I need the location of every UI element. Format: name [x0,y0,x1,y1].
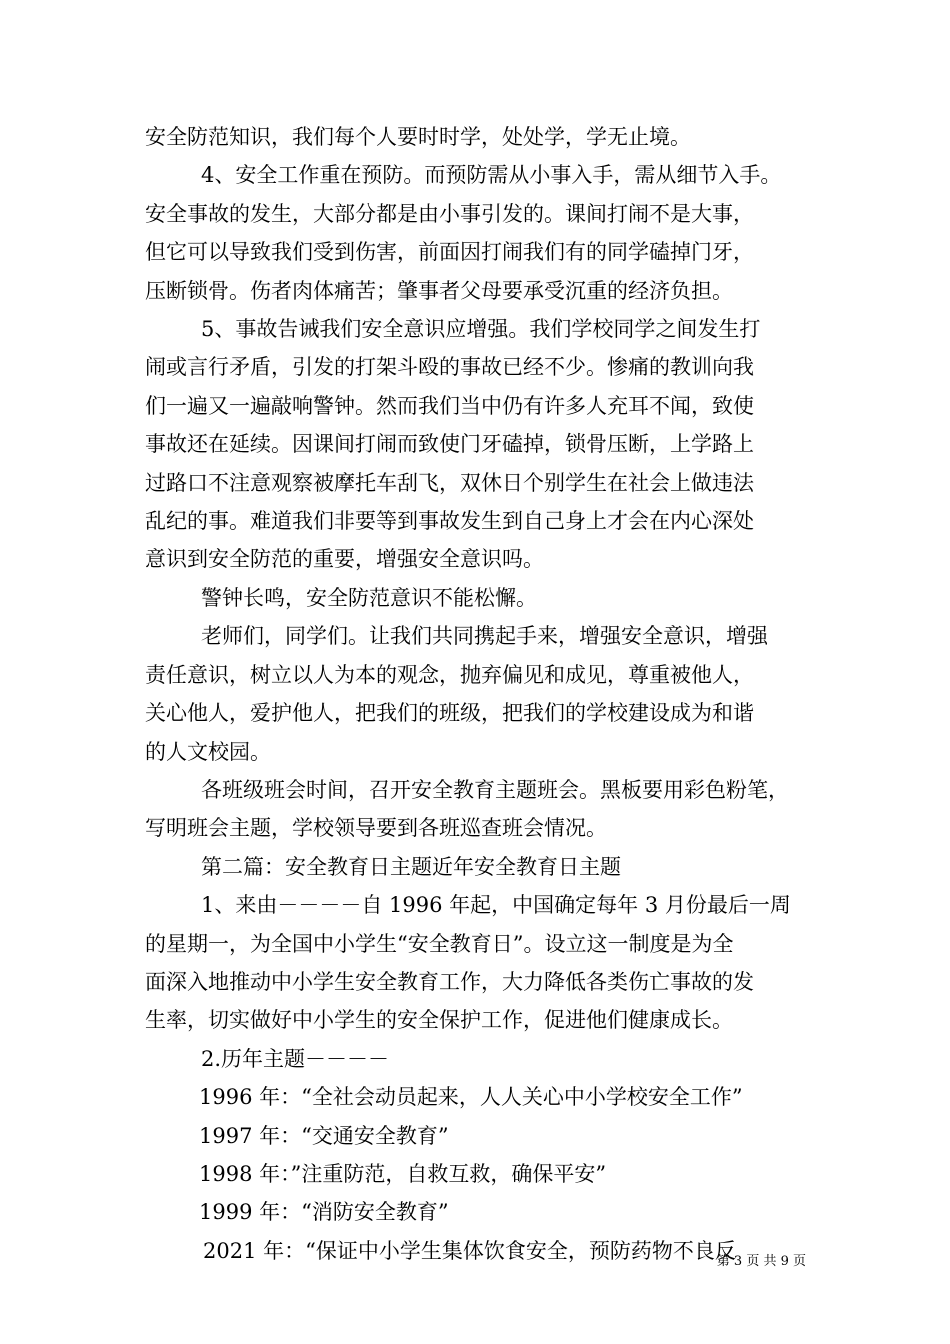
theme-list-item: 1997 年：“交通安全教育” [199,1123,449,1148]
paragraph-line: 乱纪的事。难道我们非要等到事故发生到自己身上才会在内心深处 [145,509,754,534]
paragraph-line: 压断锁骨。伤者肉体痛苦；肇事者父母要承受沉重的经济负担。 [145,278,733,303]
paragraph-line: 们一遍又一遍敲响警钟。然而我们当中仍有许多人充耳不闻，致使 [145,393,754,418]
paragraph-line: 闹或言行矛盾，引发的打架斗殴的事故已经不少。惨痛的教训向我 [145,355,754,380]
paragraph-line: 4、安全工作重在预防。而预防需从小事入手，需从细节入手。 [201,163,782,188]
paragraph-line: 1、来由－－－－自 1996 年起，中国确定每年 3 月份最后一周 [201,893,791,918]
paragraph-line: 事故还在延续。因课间打闹而致使门牙磕掉，锁骨压断，上学路上 [145,432,754,457]
paragraph-line: 的人文校园。 [145,739,271,764]
paragraph-line: 安全防范知识，我们每个人要时时学，处处学，学无止境。 [145,125,691,149]
theme-list-item: 2021 年：“保证中小学生集体饮食安全，预防药物不良反 [203,1238,736,1263]
paragraph-line: 的星期一，为全国中小学生“安全教育日”。设立这一制度是为全 [145,931,734,956]
paragraph-line: 各班级班会时间，召开安全教育主题班会。黑板要用彩色粉笔， [201,777,789,802]
theme-list-item: 1999 年：“消防安全教育” [199,1200,449,1225]
document-body [145,118,825,1270]
paragraph-line: 但它可以导致我们受到伤害，前面因打闹我们有的同学磕掉门牙， [145,240,754,265]
paragraph-line: 2.历年主题－－－－ [201,1046,390,1071]
paragraph-line: 意识到安全防范的重要，增强安全意识吗。 [145,547,544,572]
paragraph-line: 关心他人，爱护他人，把我们的班级，把我们的学校建设成为和谐 [145,701,754,726]
page-number: 第 3 页 共 9 页 [716,1254,806,1269]
theme-list-item: 1998 年：”注重防范，自救互救，确保平安” [199,1161,607,1186]
section-heading: 第二篇：安全教育日主题近年安全教育日主题 [201,854,621,879]
paragraph-line: 面深入地推动中小学生安全教育工作，大力降低各类伤亡事故的发 [145,969,754,994]
page-footer [0,1254,806,1270]
paragraph-line: 安全事故的发生，大部分都是由小事引发的。课间打闹不是大事， [145,201,754,226]
paragraph-line: 5、事故告诫我们安全意识应增强。我们学校同学之间发生打 [201,317,761,342]
paragraph-line: 过路口不注意观察被摩托车刮飞，双休日个别学生在社会上做违法 [145,470,754,495]
paragraph-line: 警钟长鸣，安全防范意识不能松懈。 [201,585,537,610]
theme-list-item: 1996 年：“全社会动员起来，人人关心中小学校安全工作” [199,1085,743,1110]
paragraph-line: 生率，切实做好中小学生的安全保护工作，促进他们健康成长。 [145,1008,733,1033]
paragraph-line: 写明班会主题，学校领导要到各班巡查班会情况。 [145,816,607,841]
paragraph-line: 老师们，同学们。让我们共同携起手来，增强安全意识，增强 [201,624,768,649]
paragraph-line: 责任意识，树立以人为本的观念，抛弃偏见和成见，尊重被他人， [145,662,754,687]
